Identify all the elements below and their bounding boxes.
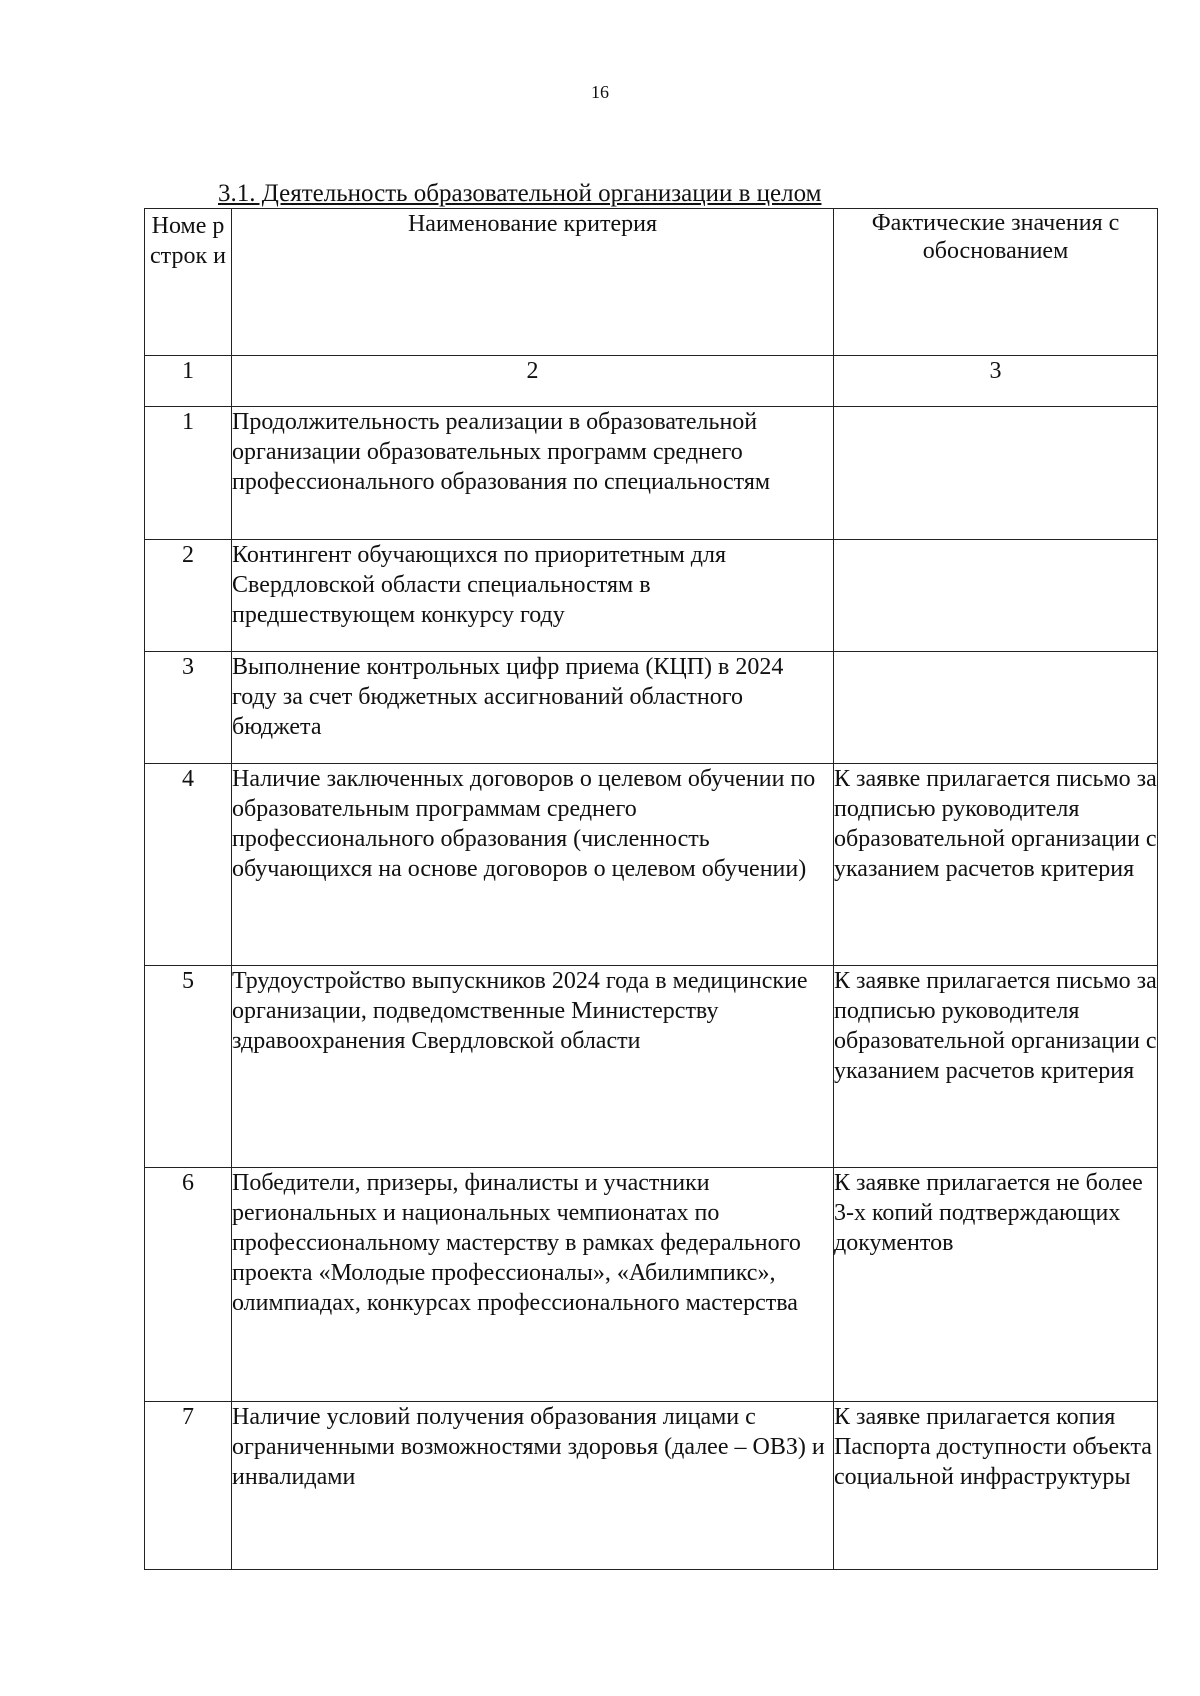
row-number: 5 [145,966,232,1168]
criteria-table [144,208,1158,1570]
section-title: 3.1. Деятельность образовательной организации в целом [218,180,822,207]
page-number: 16 [591,82,609,102]
header-actual-values: Фактические значения с обоснованием [834,209,1158,356]
table-row [145,1168,1158,1402]
criterion-name: Выполнение контрольных цифр приема (КЦП) в 2024 году за счет бюджетных ассигнований областного бюджета [232,652,834,764]
row-number: 1 [145,407,232,540]
criterion-name: Наличие условий получения образования лицами с ограниченными возможностями здоровья (далее – ОВЗ) и инвалидами [232,1402,834,1570]
column-index-2: 2 [232,356,834,407]
table-row [145,652,1158,764]
criterion-value: К заявке прилагается копия Паспорта доступности объекта социальной инфраструктуры [834,1402,1158,1570]
column-index-3: 3 [834,356,1158,407]
criterion-name: Продолжительность реализации в образовательной организации образовательных программ среднего профессионального образования по специальностям [232,407,834,540]
criterion-value: К заявке прилагается письмо за подписью руководителя образовательной организации с указанием расчетов критерия [834,764,1158,966]
row-number: 7 [145,1402,232,1570]
row-number: 6 [145,1168,232,1402]
column-index-1: 1 [145,356,232,407]
row-number: 2 [145,540,232,652]
criterion-value: К заявке прилагается не более 3-х копий подтверждающих документов [834,1168,1158,1402]
row-number: 3 [145,652,232,764]
criterion-value [834,652,1158,764]
criterion-name: Трудоустройство выпускников 2024 года в медицинские организации, подведомственные Министерству здравоохранения Свердловской области [232,966,834,1168]
table-header-row [145,209,1158,356]
table-row [145,407,1158,540]
column-index-row [145,356,1158,407]
table-row [145,1402,1158,1570]
criterion-name: Наличие заключенных договоров о целевом обучении по образовательным программам среднего профессионального образования (численность обучающихся на основе договоров о целевом обучении) [232,764,834,966]
table-row [145,966,1158,1168]
criterion-name: Контингент обучающихся по приоритетным для Свердловской области специальностям в предшествующем конкурсу году [232,540,834,652]
criterion-value [834,540,1158,652]
table-row [145,764,1158,966]
criterion-name: Победители, призеры, финалисты и участники региональных и национальных чемпионатах по профессиональному мастерству в рамках федерального проекта «Молодые профессионалы», «Абилимпикс», олимпиадах, конкурсах профессионального мастерства [232,1168,834,1402]
criterion-value: К заявке прилагается письмо за подписью руководителя образовательной организации с указанием расчетов критерия [834,966,1158,1168]
table-row [145,540,1158,652]
header-criterion-name: Наименование критерия [232,209,834,356]
criterion-value [834,407,1158,540]
row-number: 4 [145,764,232,966]
header-row-number: Номе р строк и [145,209,232,356]
